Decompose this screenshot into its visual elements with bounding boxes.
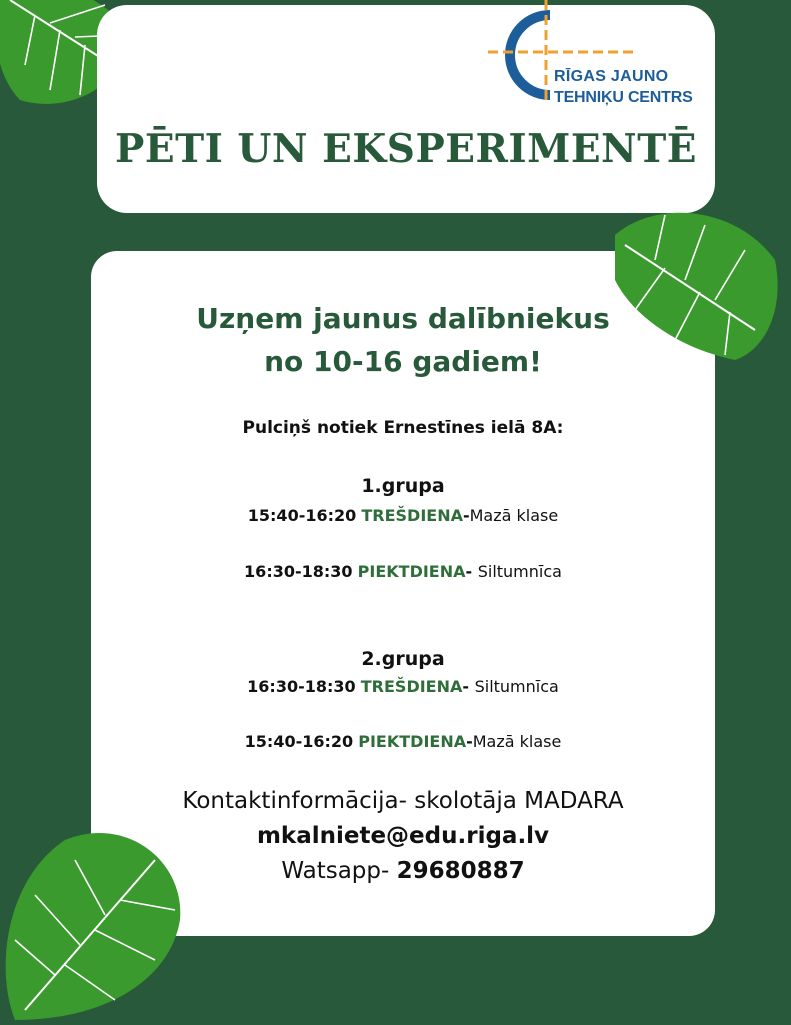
session-place: Siltumnīca — [474, 677, 559, 696]
contact-email[interactable]: mkalniete@edu.riga.lv — [256, 823, 550, 849]
group-2-title: 2.grupa — [361, 648, 445, 670]
session-day: PIEKTDIENA — [358, 732, 467, 751]
schedule-row — [91, 732, 715, 751]
session-separator: - — [462, 677, 475, 696]
session-place: Mazā klase — [472, 732, 562, 751]
headline-line2: no 10-16 gadiem! — [264, 345, 542, 378]
group-1-title: 1.grupa — [361, 475, 445, 497]
location-text: Pulciņš notiek Ernestīnes ielā 8A: — [242, 418, 564, 438]
session-day: PIEKTDIENA — [357, 562, 466, 581]
session-place: Siltumnīca — [477, 562, 562, 581]
contact-watsapp — [91, 858, 715, 884]
session-separator: - — [466, 732, 473, 751]
session-place: Mazā klase — [469, 506, 559, 525]
watsapp-label: Watsapp- — [281, 858, 397, 884]
session-time: 15:40-16:20 — [247, 506, 357, 525]
session-day: TREŠDIENA — [361, 506, 463, 525]
session-separator: - — [465, 562, 478, 581]
session-time: 16:30-18:30 — [244, 562, 353, 581]
contact-label: Kontaktinformācija- skolotāja MADARA — [182, 788, 624, 814]
logo-text: TEHNIĶU CENTRS — [554, 89, 693, 106]
logo-text: RĪGAS JAUNO — [554, 68, 669, 85]
watsapp-number[interactable]: 29680887 — [396, 858, 525, 884]
schedule-row — [91, 562, 715, 581]
headline-line1: Uzņem jaunus dalībniekus — [196, 302, 610, 335]
schedule-row — [91, 506, 715, 525]
monstera-leaf-icon — [605, 200, 790, 365]
schedule-row — [91, 677, 715, 696]
session-day: TREŠDIENA — [360, 677, 463, 696]
session-time: 15:40-16:20 — [244, 732, 354, 751]
session-separator: - — [462, 506, 470, 525]
monstera-leaf-icon — [0, 820, 195, 1025]
session-time: 16:30-18:30 — [247, 677, 356, 696]
page-title: PĒTI UN EKSPERIMENTĒ — [115, 126, 697, 172]
